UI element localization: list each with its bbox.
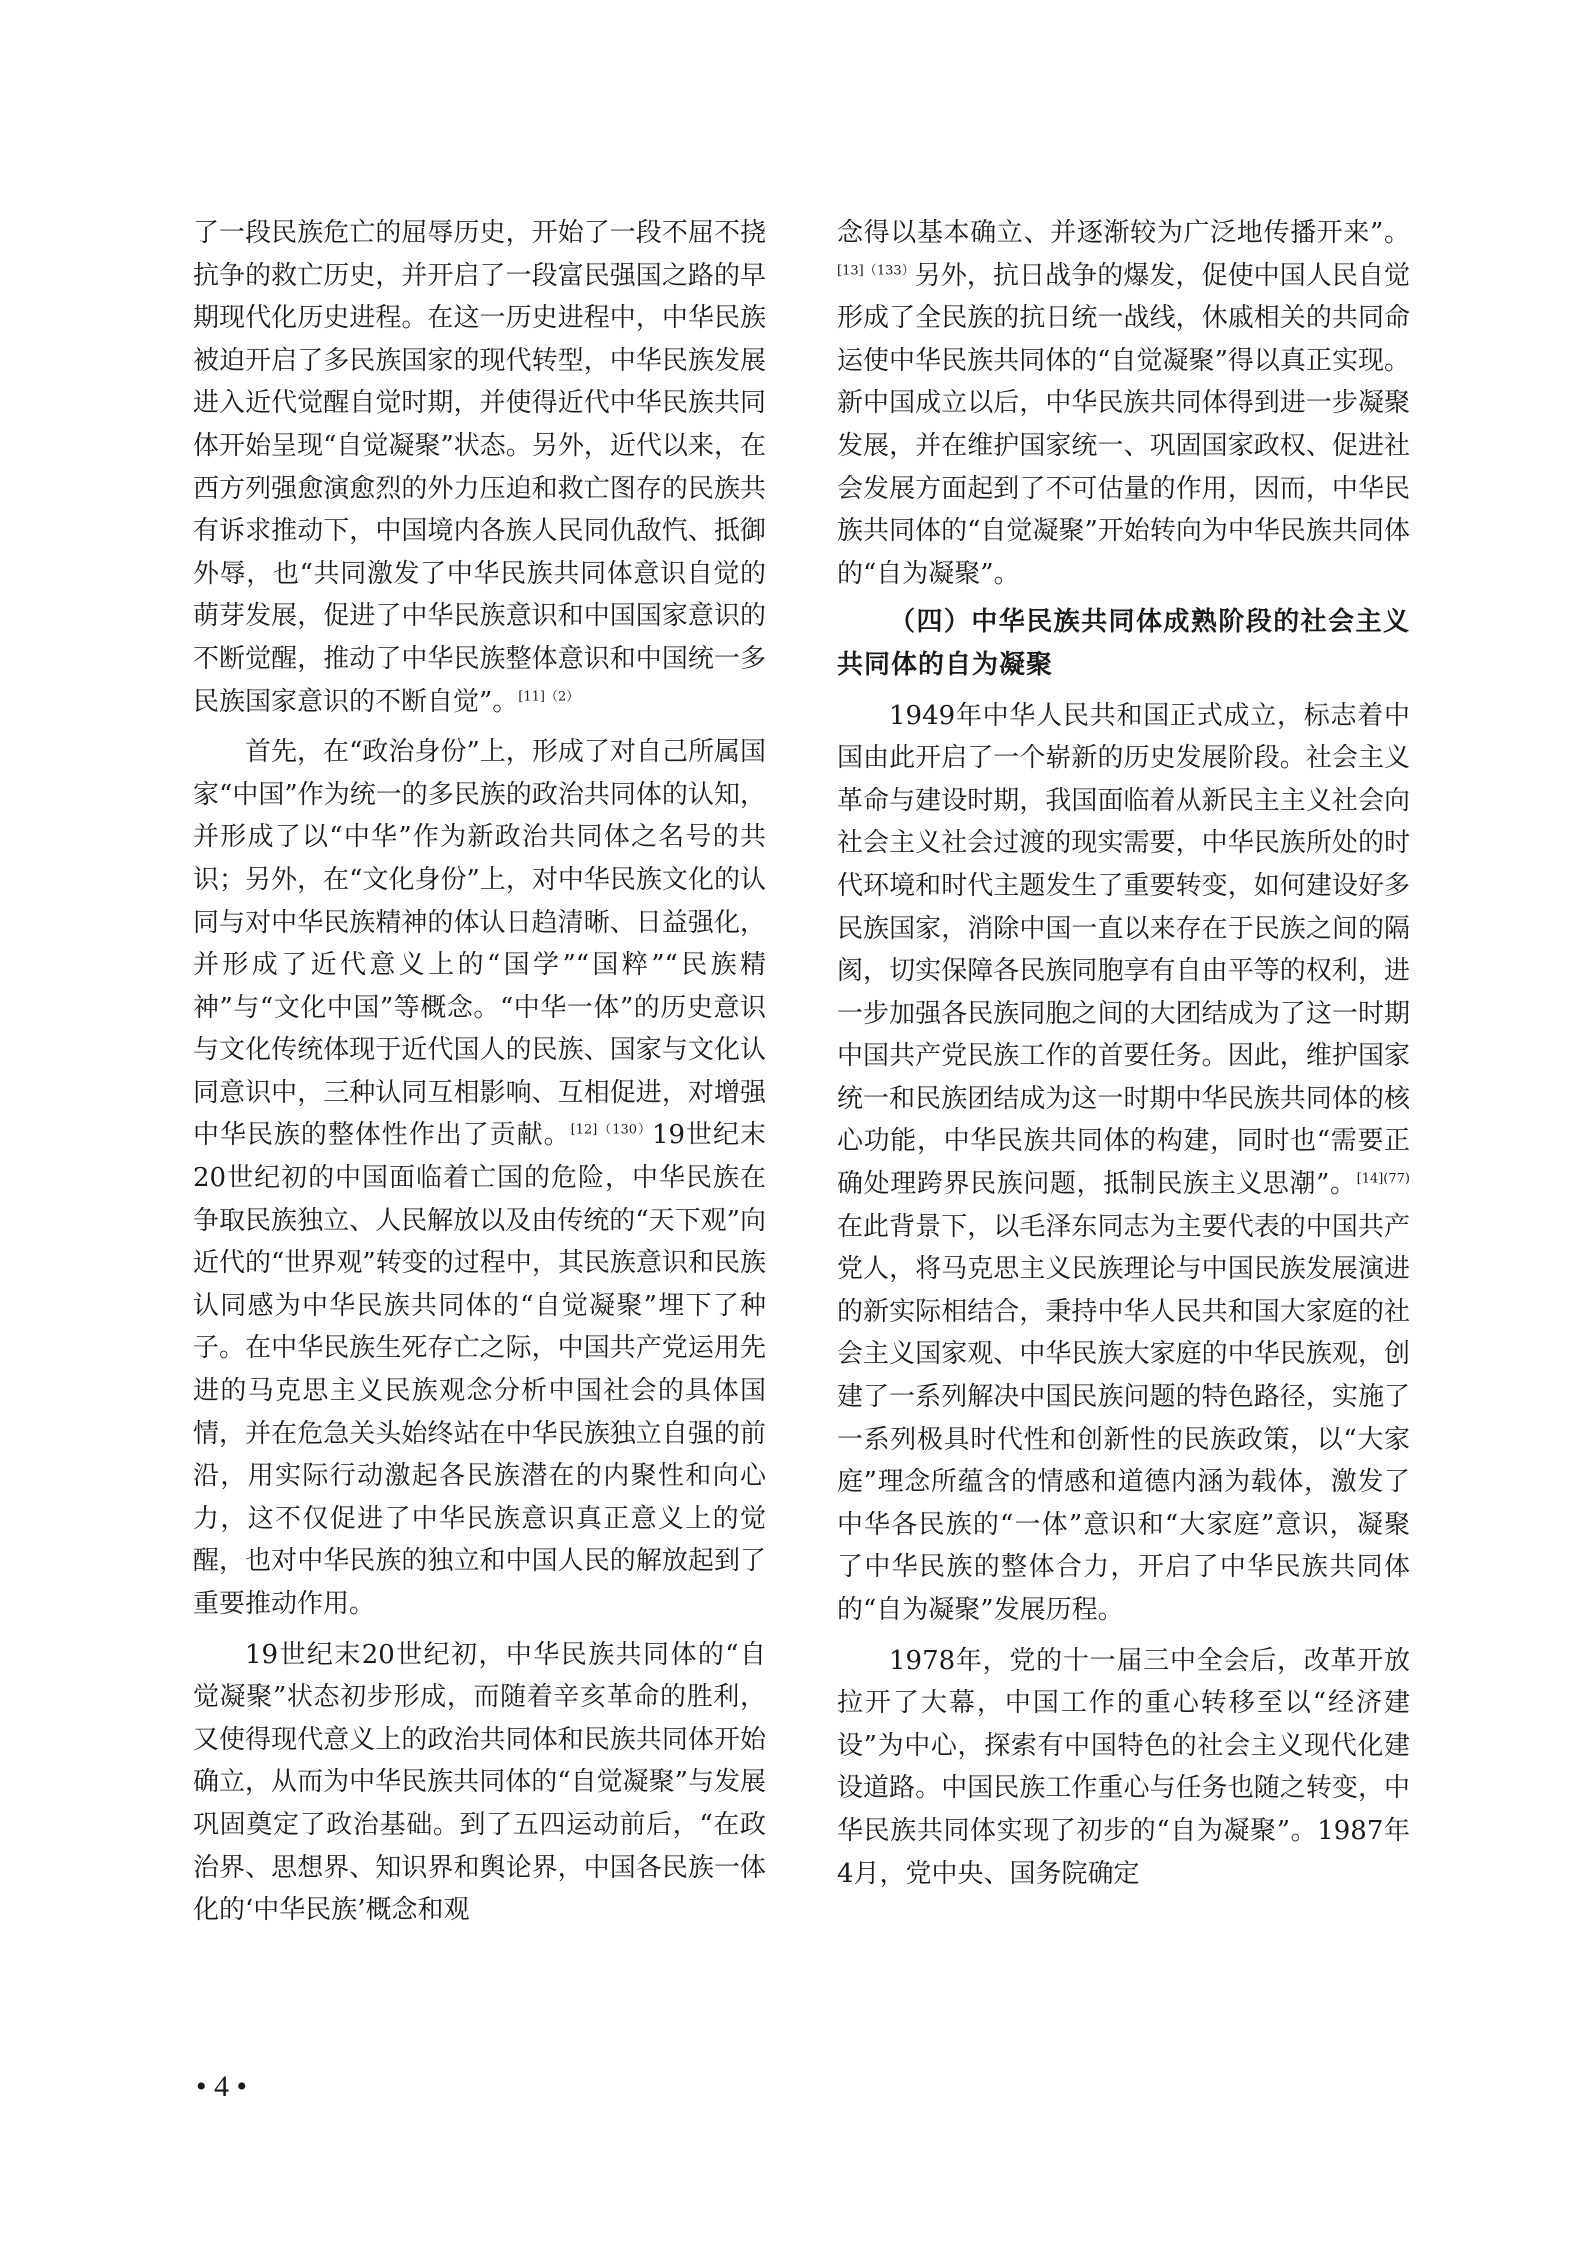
paragraph-text: 19世纪末20世纪初，中华民族共同体的“自觉凝聚”状态初步形成，而随着辛亥革命的胜利，又使得现代意义上的政治共同体和民族共同体开始确立，从而为中华民族共同体的“自觉凝聚”与发展巩固奠定了政治基础。到了五四运动前后，“在政治界、思想界、知识界和舆论界，中国各民族一体化的‘中华民族’概念和观 xyxy=(193,1639,766,1926)
page-number: • 4 • xyxy=(196,2070,248,2103)
paragraph xyxy=(193,731,766,1625)
citation-ref: [11]（2） xyxy=(518,688,580,704)
paragraph xyxy=(837,212,1410,595)
paragraph-text: 首先，在“政治身份”上，形成了对自己所属国家“中国”作为统一的多民族的政治共同体的认知，并形成了以“中华”作为新政治共同体之名号的共识；另外，在“文化身份”上，对中华民族文化的认同与对中华民族精神的体认日趋清晰、日益强化，并形成了近代意义上的“国学”“国粹”“民族精神”与“文化中国”等概念。“中华一体”的历史意识与文化传统体现于近代国人的民族、国家与文化认同意识中，三种认同互相影响、互相促进，对增强中华民族的整体性作出了贡献。 xyxy=(193,737,766,1151)
paragraph-text: 在此背景下，以毛泽东同志为主要代表的中国共产党人，将马克思主义民族理论与中国民族发展演进的新实际相结合，秉持中华人民共和国大家庭的社会主义国家观、中华民族大家庭的中华民族观，创建了一系列解决中国民族问题的特色路径，实施了一系列极具时代性和创新性的民族政策，以“大家庭”理念所蕴含的情感和道德内涵为载体，激发了中华各民族的“一体”意识和“大家庭”意识，凝聚了中华民族的整体合力，开启了中华民族共同体的“自为凝聚”发展历程。 xyxy=(837,1211,1410,1625)
paragraph-text: 另外，抗日战争的爆发，促使中国人民自觉形成了全民族的抗日统一战线，休戚相关的共同命运使中华民族共同体的“自觉凝聚”得以真正实现。新中国成立以后，中华民族共同体得到进一步凝聚发展，并在维护国家统一、巩固国家政权、促进社会发展方面起到了不可估量的作用，因而，中华民族共同体的“自觉凝聚”开始转向为中华民族共同体的“自为凝聚”。 xyxy=(837,260,1410,589)
left-column xyxy=(193,212,766,1932)
citation-ref: [13]（133） xyxy=(837,262,915,278)
section-heading: （四）中华民族共同体成熟阶段的社会主义共同体的自为凝聚 xyxy=(837,607,1410,680)
paragraph xyxy=(193,1634,766,1932)
paragraph xyxy=(193,212,766,723)
paragraph-text: 了一段民族危亡的屈辱历史，开始了一段不屈不挠抗争的救亡历史，并开启了一段富民强国之路的早期现代化历史进程。在这一历史进程中，中华民族被迫开启了多民族国家的现代转型，中华民族发展进入近代觉醒自觉时期，并使得近代中华民族共同体开始呈现“自觉凝聚”状态。另外，近代以来，在西方列强愈演愈烈的外力压迫和救亡图存的民族共有诉求推动下，中国境内各族人民同仇敌忾、抵御外辱，也“共同激发了中华民族共同体意识自觉的萌芽发展，促进了中华民族意识和中国国家意识的不断觉醒，推动了中华民族整体意识和中国统一多民族国家意识的不断自觉”。 xyxy=(193,218,766,717)
paragraph-text: 念得以基本确立、并逐渐较为广泛地传播开来”。 xyxy=(837,218,1410,248)
paragraph-text: 19世纪末20世纪初的中国面临着亡国的危险，中华民族在争取民族独立、人民解放以及由传统的“天下观”向近代的“世界观”转变的过程中，其民族意识和民族认同感为中华民族共同体的“自觉凝聚”埋下了种子。在中华民族生死存亡之际，中国共产党运用先进的马克思主义民族观念分析中国社会的具体国情，并在危急关头始终站在中华民族独立自强的前沿，用实际行动激起各民族潜在的内聚性和向心力，这不仅促进了中华民族意识真正意义上的觉醒，也对中华民族的独立和中国人民的解放起到了重要推动作用。 xyxy=(193,1120,766,1619)
paragraph xyxy=(837,1640,1410,1896)
right-column xyxy=(837,212,1410,1895)
paragraph xyxy=(837,695,1410,1632)
citation-ref: [14](77) xyxy=(1356,1171,1410,1187)
citation-ref: [12]（130） xyxy=(570,1122,652,1138)
paragraph-text: 1949年中华人民共和国正式成立，标志着中国由此开启了一个崭新的历史发展阶段。社会主义革命与建设时期，我国面临着从新民主主义社会向社会主义社会过渡的现实需要，中华民族所处的时代环境和时代主题发生了重要转变，如何建设好多民族国家，消除中国一直以来存在于民族之间的隔阂，切实保障各民族同胞享有自由平等的权利，进一步加强各民族同胞之间的大团结成为了这一时期中国共产党民族工作的首要任务。因此，维护国家统一和民族团结成为这一时期中华民族共同体的核心功能，中华民族共同体的构建，同时也“需要正确处理跨界民族问题，抵制民族主义思潮”。 xyxy=(837,700,1410,1200)
paragraph-text: 1978年，党的十一届三中全会后，改革开放拉开了大幕，中国工作的重心转移至以“经济建设”为中心，探索有中国特色的社会主义现代化建设道路。中国民族工作重心与任务也随之转变，中华民族共同体实现了初步的“自为凝聚”。1987年4月，党中央、国务院确定 xyxy=(837,1645,1410,1889)
